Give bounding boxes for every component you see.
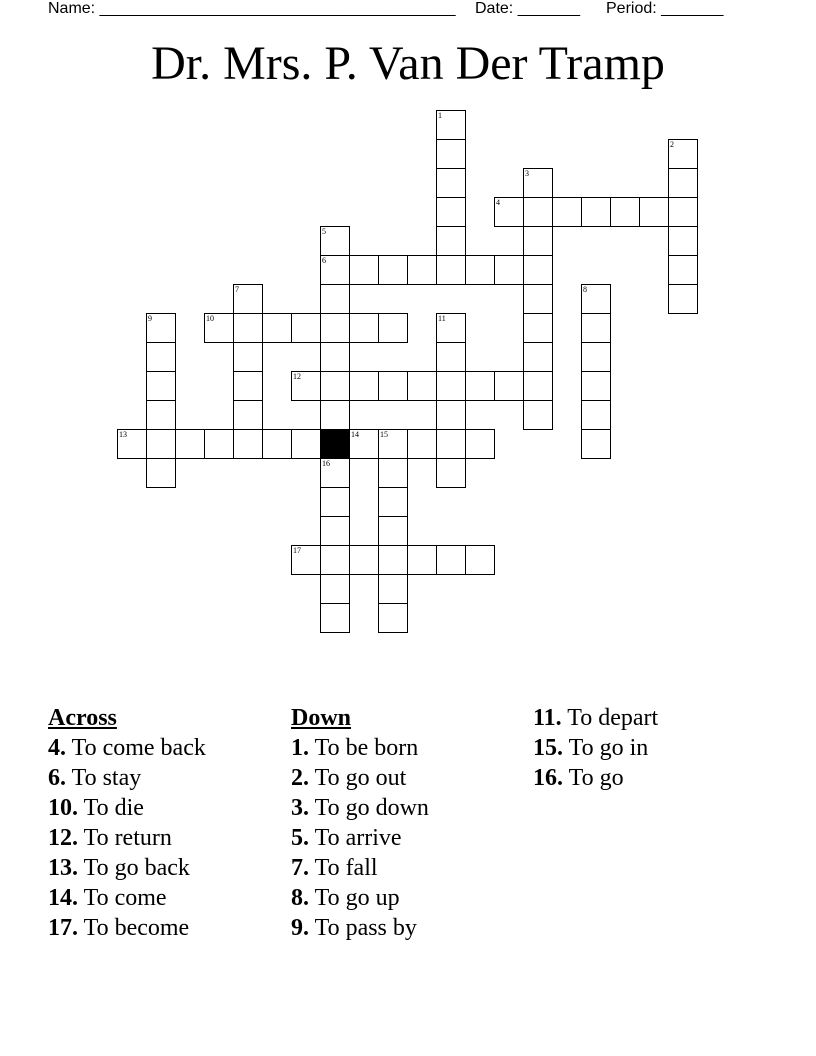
grid-cell[interactable] [378,313,408,343]
grid-cell[interactable] [523,226,553,256]
grid-cell[interactable] [320,255,350,285]
grid-cell[interactable] [320,574,350,604]
grid-cell[interactable] [262,429,292,459]
clue-number: 10 [206,314,214,323]
grid-cell[interactable] [494,371,524,401]
grid-cell[interactable] [581,371,611,401]
grid-cell[interactable] [581,429,611,459]
grid-cell[interactable] [291,429,321,459]
clue-across-6: 6. To stay [48,765,142,791]
grid-cell[interactable] [146,429,176,459]
grid-cell[interactable] [378,545,408,575]
clue-across-13: 13. To go back [48,855,190,881]
clue-down-2: 2. To go out [291,765,407,791]
grid-cell[interactable] [349,313,379,343]
grid-cell[interactable] [581,342,611,372]
grid-cell[interactable] [407,255,437,285]
grid-cell[interactable] [378,371,408,401]
grid-cell[interactable] [291,313,321,343]
grid-cell[interactable] [668,139,698,169]
grid-cell[interactable] [523,197,553,227]
grid-cell[interactable] [436,110,466,140]
clue-down-7: 7. To fall [291,855,378,881]
grid-cell[interactable] [639,197,669,227]
grid-cell[interactable] [378,429,408,459]
clue-number: 16 [322,459,330,468]
grid-cell[interactable] [146,458,176,488]
grid-cell[interactable] [146,342,176,372]
grid-cell[interactable] [581,197,611,227]
clue-number: 7 [235,285,239,294]
grid-cell[interactable] [320,371,350,401]
clue-down-5: 5. To arrive [291,825,402,851]
grid-cell[interactable] [320,313,350,343]
grid-cell[interactable] [117,429,147,459]
grid-cell[interactable] [320,545,350,575]
clue-number: 3 [525,169,529,178]
grid-cell[interactable] [349,371,379,401]
clue-number: 12 [293,372,301,381]
grid-cell[interactable] [378,516,408,546]
date-field[interactable]: Date: _______ [475,0,580,17]
grid-cell[interactable] [291,545,321,575]
grid-cell[interactable] [320,284,350,314]
grid-cell[interactable] [233,313,263,343]
grid-cell[interactable] [581,284,611,314]
grid-cell[interactable] [320,458,350,488]
grid-cell[interactable] [349,255,379,285]
clue-down-11: 11. To depart [533,705,659,731]
grid-cell[interactable] [233,429,263,459]
grid-cell[interactable] [436,545,466,575]
grid-cell[interactable] [436,168,466,198]
down-heading: Down [291,705,352,731]
clue-number: 6 [322,256,326,265]
grid-cell[interactable] [175,429,205,459]
black-square [320,429,350,459]
grid-cell[interactable] [436,139,466,169]
clue-number: 2 [670,140,674,149]
grid-cell[interactable] [320,603,350,633]
clue-number: 11 [438,314,446,323]
grid-cell[interactable] [523,400,553,430]
clue-across-14: 14. To come [48,885,167,911]
grid-cell[interactable] [465,255,495,285]
grid-cell[interactable] [436,197,466,227]
grid-cell[interactable] [436,371,466,401]
grid-cell[interactable] [523,255,553,285]
grid-cell[interactable] [436,255,466,285]
grid-cell[interactable] [465,429,495,459]
down-clues [291,703,429,943]
grid-cell[interactable] [523,168,553,198]
clue-number: 17 [293,546,301,555]
period-field[interactable]: Period: _______ [606,0,724,17]
grid-cell[interactable] [668,197,698,227]
page-title: Dr. Mrs. P. Van Der Tramp [151,37,665,90]
grid-cell[interactable] [320,487,350,517]
grid-cell[interactable] [349,545,379,575]
clue-number: 4 [496,198,500,207]
clue-down-8: 8. To go up [291,885,400,911]
grid-cell[interactable] [407,545,437,575]
grid-cell[interactable] [436,342,466,372]
clue-down-3: 3. To go down [291,795,429,821]
grid-cell[interactable] [146,371,176,401]
grid-cell[interactable] [436,226,466,256]
clue-across-10: 10. To die [48,795,144,821]
grid-cell[interactable] [407,371,437,401]
grid-cell[interactable] [233,400,263,430]
clue-number: 5 [322,227,326,236]
grid-cell[interactable] [668,226,698,256]
down-clues-continued [533,703,658,793]
grid-cell[interactable] [320,400,350,430]
clue-number: 13 [119,430,127,439]
grid-cell[interactable] [378,458,408,488]
clue-number: 8 [583,285,587,294]
grid-cell[interactable] [523,371,553,401]
grid-cell[interactable] [581,400,611,430]
grid-cell[interactable] [668,168,698,198]
grid-cell[interactable] [204,313,234,343]
grid-cell[interactable] [378,255,408,285]
grid-cell[interactable] [262,313,292,343]
grid-cell[interactable] [320,342,350,372]
grid-cell[interactable] [610,197,640,227]
clue-across-17: 17. To become [48,915,190,941]
grid-cell[interactable] [378,487,408,517]
grid-cell[interactable] [233,371,263,401]
grid-cell[interactable] [436,313,466,343]
grid-cell[interactable] [523,284,553,314]
across-heading: Across [48,705,117,731]
grid-cell[interactable] [436,429,466,459]
grid-cell[interactable] [523,313,553,343]
grid-cell[interactable] [146,400,176,430]
grid-cell[interactable] [233,284,263,314]
clue-across-12: 12. To return [48,825,172,851]
grid-cell[interactable] [349,429,379,459]
grid-cell[interactable] [668,255,698,285]
clue-down-9: 9. To pass by [291,915,417,941]
clue-number: 15 [380,430,388,439]
grid-cell[interactable] [494,197,524,227]
grid-cell[interactable] [552,197,582,227]
grid-cell[interactable] [320,516,350,546]
grid-cell[interactable] [407,429,437,459]
grid-cell[interactable] [668,284,698,314]
clue-number: 14 [351,430,359,439]
grid-cell[interactable] [233,342,263,372]
clue-number: 1 [438,111,442,120]
grid-cell[interactable] [291,371,321,401]
grid-cell[interactable] [204,429,234,459]
grid-cell[interactable] [465,371,495,401]
grid-cell[interactable] [436,458,466,488]
across-clues [48,703,206,943]
clue-down-1: 1. To be born [291,735,419,761]
grid-cell[interactable] [320,226,350,256]
grid-cell[interactable] [494,255,524,285]
clue-down-15: 15. To go in [533,735,649,761]
clue-down-16: 16. To go [533,765,624,791]
clue-across-4: 4. To come back [48,735,206,761]
grid-cell[interactable] [378,603,408,633]
name-field[interactable]: Name: ________________________________________ [48,0,456,17]
clue-number: 9 [148,314,152,323]
grid-cell[interactable] [465,545,495,575]
grid-cell[interactable] [581,313,611,343]
grid-cell[interactable] [436,400,466,430]
grid-cell[interactable] [146,313,176,343]
grid-cell[interactable] [523,342,553,372]
grid-cell[interactable] [378,574,408,604]
